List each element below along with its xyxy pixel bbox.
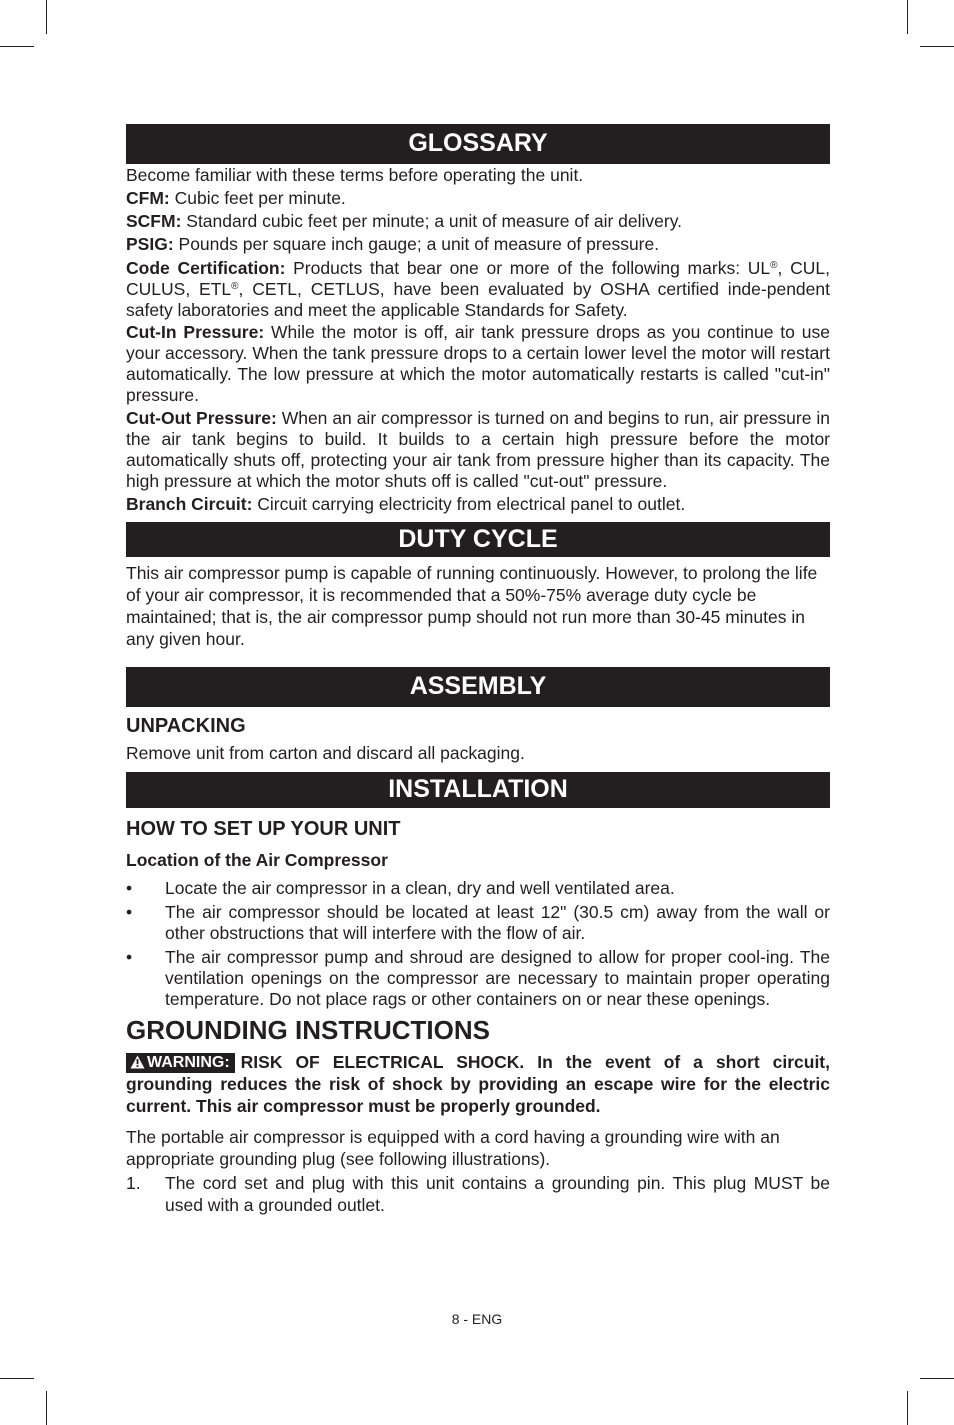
crop-mark-bottom-right-h (920, 1378, 954, 1379)
warning-triangle-icon (130, 1055, 145, 1069)
term-cut-out: Cut-Out Pressure: (126, 408, 277, 428)
crop-mark-top-right-h (920, 46, 954, 47)
def-cut-in: While the motor is off, air tank pressure drops as you continue to use your accessory. When the tank pressure drops to a certain lower level the motor will restart automatically. The low pressure at which the motor automatically restarts is called "cut-in" pressure. (126, 322, 830, 405)
def-cfm: Cubic feet per minute. (169, 188, 346, 208)
duty-cycle-heading: DUTY CYCLE (126, 522, 830, 557)
term-psig: PSIG: (126, 234, 174, 254)
crop-mark-top-left-h (0, 46, 34, 47)
term-cut-in: Cut-In Pressure: (126, 322, 265, 342)
crop-mark-bottom-left-h (0, 1378, 34, 1379)
page-content (126, 124, 830, 1216)
term-code-certification: Code Certification: (126, 258, 286, 278)
def-cut-out: When an air compressor is turned on and begins to run, air pressure in the air tank begins to build. It builds to a certain high pressure before the motor automatically shuts off, protecting your air tank from pressure higher than its capacity. The high pressure at which the motor shuts off is called "cut-out" pressure. (126, 408, 831, 491)
setup-heading: HOW TO SET UP YOUR UNIT (126, 818, 401, 840)
registered-mark: ® (231, 281, 239, 292)
page-number: 8 - ENG (451, 1311, 503, 1327)
warning-badge (126, 1053, 235, 1073)
grounding-paragraph: The portable air compressor is equipped with a cord having a grounding wire with an appropriate grounding plug (see following illustrations). (126, 1127, 780, 1169)
glossary-entry-cut-in (126, 322, 830, 406)
installation-heading: INSTALLATION (126, 772, 830, 808)
crop-mark-top-left-v (46, 0, 47, 34)
glossary-heading: GLOSSARY (126, 124, 830, 164)
list-item: • The air compressor pump and shroud are designed to allow for proper cool-ing. The ventilation openings on the compressor are necessary to maintain proper operating temperature. Do not place rags or other containers on or near these openings. (126, 947, 830, 1009)
def-code-certification-2: , CUL, CULUS, ETL (126, 258, 830, 299)
assembly-heading: ASSEMBLY (126, 667, 830, 707)
glossary-entry-branch-circuit (126, 494, 830, 515)
def-code-certification-1: Products that bear one or more of the following marks: UL (285, 258, 771, 278)
registered-mark: ® (770, 260, 778, 271)
unpacking-heading: UNPACKING (126, 715, 246, 737)
location-heading: Location of the Air Compressor (126, 850, 388, 870)
term-branch-circuit: Branch Circuit: (126, 494, 253, 514)
location-bullet-list (126, 878, 830, 1010)
crop-mark-top-right-v (907, 0, 908, 34)
bullet-icon: • (126, 902, 133, 922)
glossary-entry-psig (126, 234, 830, 255)
def-code-certification-3: , CETL, CETLUS, have been evaluated by OSHA certified inde-pendent safety laboratories and meet the applicable Standards for Safety. (126, 279, 830, 320)
term-scfm: SCFM: (126, 211, 182, 231)
glossary-entry-cfm (126, 188, 830, 209)
grounding-heading: GROUNDING INSTRUCTIONS (126, 1015, 490, 1045)
bullet-icon: • (126, 878, 133, 898)
list-item: 1. The cord set and plug with this unit contains a grounding pin. This plug MUST be used with a grounded outlet. (126, 1173, 830, 1215)
crop-mark-bottom-right-v (907, 1391, 908, 1425)
list-item: • Locate the air compressor in a clean, dry and well ventilated area. (126, 878, 675, 898)
term-cfm: CFM: (126, 188, 170, 208)
warning-paragraph (126, 1051, 830, 1117)
warning-text: RISK OF ELECTRICAL SHOCK. In the event of a short circuit, grounding reduces the risk of shock by providing an escape wire for the electric current. This air compressor must be properly grounded. (126, 1052, 830, 1116)
list-item-number: 1. (126, 1173, 141, 1193)
duty-cycle-text: This air compressor pump is capable of running continuously. However, to prolong the life of your air compressor, it is recommended that a 50%-75% average duty cycle be maintained; that is, the air compressor pump should not run more than 30-45 minutes in any given hour. (126, 563, 818, 649)
grounding-numbered-list (126, 1172, 830, 1216)
unpacking-text: Remove unit from carton and discard all packaging. (126, 743, 525, 763)
def-scfm: Standard cubic feet per minute; a unit of measure of air delivery. (181, 211, 683, 231)
crop-mark-bottom-left-v (46, 1391, 47, 1425)
glossary-entry-cut-out (126, 408, 830, 492)
def-psig: Pounds per square inch gauge; a unit of measure of pressure. (173, 234, 660, 254)
def-branch-circuit: Circuit carrying electricity from electrical panel to outlet. (252, 494, 686, 514)
glossary-intro: Become familiar with these terms before operating the unit. (126, 165, 584, 185)
glossary-entry-scfm (126, 211, 830, 232)
list-item: • The air compressor should be located at least 12" (30.5 cm) away from the wall or other obstructions that will interfere with the flow of air. (126, 902, 830, 943)
bullet-icon: • (126, 947, 133, 967)
warning-label: WARNING: (147, 1054, 230, 1071)
glossary-entry-code-certification (126, 258, 830, 321)
